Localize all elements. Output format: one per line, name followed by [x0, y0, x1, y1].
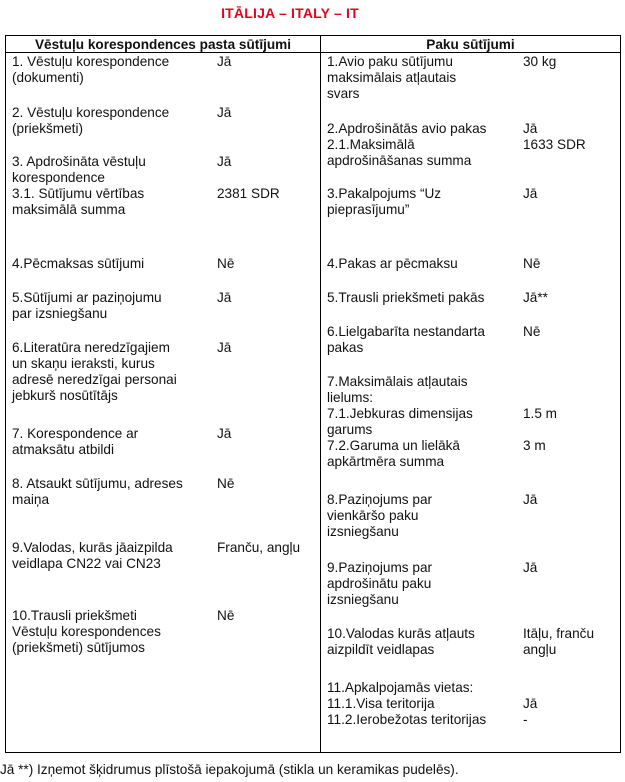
right-row-label: 7.Maksimālais atļautais [327, 374, 468, 389]
left-row-label: atmaksātu atbildi [12, 442, 115, 457]
left-row-label: 2. Vēstuļu korespondence [12, 105, 170, 120]
right-row-label: 11.1.Visa teritorija [327, 696, 435, 711]
left-row-label: (priekšmeti) [12, 121, 83, 136]
right-row-label: aizpildīt veidlapas [327, 642, 435, 657]
left-row-label: (priekšmeti) sūtījumos [12, 640, 145, 655]
left-row-label: 1. Vēstuļu korespondence [12, 54, 170, 69]
right-row-label: 10.Valodas kurās atļauts [327, 626, 475, 641]
left-row-label: (dokumenti) [12, 70, 84, 85]
left-row-label: korespondence [12, 170, 105, 185]
left-row-label: 3. Apdrošināta vēstuļu [12, 154, 146, 169]
left-row-value: Jā [217, 426, 232, 441]
right-row-value: - [523, 712, 528, 727]
right-row-label: garums [327, 422, 373, 437]
right-row-label: vienkāršo paku [327, 508, 419, 523]
parcels-column [321, 53, 620, 752]
right-row-value: Jā [523, 696, 538, 711]
right-row-label: 11.2.Ierobežotas teritorijas [327, 712, 487, 727]
left-row-label: 7. Korespondence ar [12, 426, 139, 441]
right-row-label: izsniegšanu [327, 524, 399, 539]
left-row-label: 3.1. Sūtījumu vērtības [12, 186, 145, 201]
right-row-label: 3.Pakalpojums “Uz [327, 186, 442, 201]
right-row-label: 2.1.Maksimālā [327, 137, 415, 152]
right-row-label: 8.Paziņojums par [327, 492, 433, 507]
right-row-value: Jā [523, 560, 538, 575]
left-row-label: maiņa [12, 492, 50, 507]
header-parcels: Paku sūtījumi [321, 36, 621, 53]
document-title: ITĀLIJA – ITALY – IT [221, 5, 359, 21]
header-letter-items: Vēstuļu korespondences pasta sūtījumi [6, 36, 321, 53]
left-row-value: 2381 SDR [217, 186, 280, 201]
left-row-label: jebkurš nosūtītājs [12, 388, 118, 403]
right-row-label: 5.Trausli priekšmeti pakās [327, 290, 485, 305]
right-row-value: Jā [523, 186, 538, 201]
right-row-value: angļu [523, 642, 557, 657]
right-row-value: 30 kg [523, 54, 557, 69]
left-row-label: 5.Sūtījumi ar paziņojumu [12, 290, 162, 305]
left-row-value: Jā [217, 154, 232, 169]
left-row-value: Franču, angļu [217, 540, 301, 555]
right-row-label: 2.Apdrošinātās avio pakas [327, 121, 487, 136]
left-row-value: Jā [217, 54, 232, 69]
right-row-label: 1.Avio paku sūtījumu [327, 54, 453, 69]
right-row-value: 3 m [523, 438, 546, 453]
postal-services-table [5, 35, 621, 753]
right-row-label: apkārtmēra summa [327, 454, 445, 469]
right-row-label: maksimālais atļautais [327, 70, 457, 85]
left-row-label: maksimālā summa [12, 202, 126, 217]
right-row-value: Jā [523, 492, 538, 507]
letter-items-column [6, 53, 320, 752]
left-row-value: Nē [217, 608, 235, 623]
right-row-label: pakas [327, 340, 364, 355]
right-row-label: 9.Paziņojums par [327, 560, 433, 575]
left-row-label: 6.Literatūra neredzīgajiem [12, 340, 170, 355]
footnote: Jā **) Izņemot šķidrumus plīstošā iepakojumā (stikla un keramikas pudelēs). [0, 762, 459, 777]
right-row-value: Jā [523, 121, 538, 136]
right-row-label: lielums: [327, 390, 374, 405]
right-row-label: 6.Lielgabarīta nestandarta [327, 324, 485, 339]
right-row-label: 7.2.Garuma un lielākā [327, 438, 460, 453]
left-row-value: Nē [217, 256, 235, 271]
left-row-label: veidlapa CN22 vai CN23 [12, 556, 161, 571]
left-row-value: Jā [217, 290, 232, 305]
right-row-value: Jā** [523, 290, 548, 305]
left-row-value: Jā [217, 105, 232, 120]
right-row-value: Itāļu, franču [523, 626, 595, 641]
left-row-label: 9.Valodas, kurās jāaizpilda [12, 540, 173, 555]
left-row-label: par izsniegšanu [12, 306, 108, 321]
right-row-label: izsniegšanu [327, 592, 399, 607]
left-row-label: un skaņu ieraksti, kurus [12, 356, 155, 371]
right-row-label: 4.Pakas ar pēcmaksu [327, 256, 458, 271]
left-row-label: adresē neredzīgai personai [12, 372, 177, 387]
right-row-label: pieprasījumu” [327, 202, 410, 217]
right-row-value: 1.5 m [523, 406, 557, 421]
left-row-label: Vēstuļu korespondences [12, 624, 161, 639]
right-row-label: 7.1.Jebkuras dimensijas [327, 406, 473, 421]
left-row-value: Nē [217, 476, 235, 491]
right-row-value: 1633 SDR [523, 137, 586, 152]
right-row-label: apdrošinātu paku [327, 576, 432, 591]
right-row-value: Nē [523, 256, 541, 271]
left-row-label: 4.Pēcmaksas sūtījumi [12, 256, 145, 271]
right-row-label: 11.Apkalpojamās vietas: [327, 680, 474, 695]
right-row-value: Nē [523, 324, 541, 339]
right-row-label: apdrošināšanas summa [327, 153, 472, 168]
left-row-label: 10.Trausli priekšmeti [12, 608, 137, 623]
right-row-label: svars [327, 86, 360, 101]
left-row-value: Jā [217, 340, 232, 355]
left-row-label: 8. Atsaukt sūtījumu, adreses [12, 476, 183, 491]
